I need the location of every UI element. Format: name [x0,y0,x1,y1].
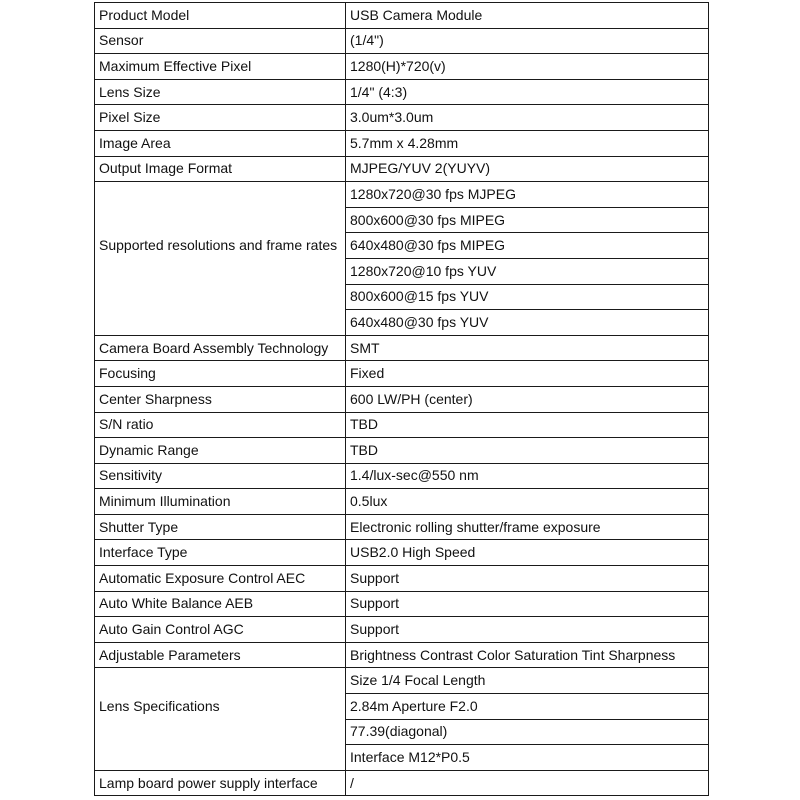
spec-value-s-n-ratio: TBD [346,412,709,438]
spec-value-dynamic-range: TBD [346,438,709,464]
spec-value-supported-resolutions-and-frame-rates-2: 800x600@30 fps MIPEG [346,207,709,233]
spec-row [95,540,709,566]
spec-value-lens-size: 1/4" (4:3) [346,79,709,105]
spec-label-spacer [95,719,346,745]
spec-label-spacer [95,182,346,208]
spec-subrow [95,182,709,208]
spec-label-spacer [95,284,346,310]
spec-label-lens-specifications: Lens Specifications [95,694,346,720]
spec-label-camera-board-assembly-technology: Camera Board Assembly Technology [95,335,346,361]
spec-row [95,361,709,387]
spec-row [95,770,709,796]
spec-row [95,591,709,617]
spec-row [95,28,709,54]
spec-value-camera-board-assembly-technology: SMT [346,335,709,361]
spec-value-supported-resolutions-and-frame-rates-6: 640x480@30 fps YUV [346,310,709,336]
spec-value-supported-resolutions-and-frame-rates-1: 1280x720@30 fps MJPEG [346,182,709,208]
spec-subrow [95,719,709,745]
spec-subrow [95,233,709,259]
spec-label-lens-size: Lens Size [95,79,346,105]
spec-subrow [95,207,709,233]
spec-value-pixel-size: 3.0um*3.0um [346,105,709,131]
spec-value-output-image-format: MJPEG/YUV 2(YUYV) [346,156,709,182]
spec-label-maximum-effective-pixel: Maximum Effective Pixel [95,54,346,80]
spec-value-automatic-exposure-control-aec: Support [346,566,709,592]
spec-label-spacer [95,258,346,284]
spec-value-lens-specifications-4: Interface M12*P0.5 [346,745,709,771]
spec-label-interface-type: Interface Type [95,540,346,566]
spec-subrow [95,284,709,310]
spec-label-shutter-type: Shutter Type [95,514,346,540]
spec-subrow [95,668,709,694]
spec-value-sensitivity: 1.4/lux-sec@550 nm [346,463,709,489]
spec-label-focusing: Focusing [95,361,346,387]
spec-value-sensor: (1/4") [346,28,709,54]
spec-row [95,489,709,515]
spec-label-output-image-format: Output Image Format [95,156,346,182]
spec-value-shutter-type: Electronic rolling shutter/frame exposure [346,514,709,540]
spec-label-image-area: Image Area [95,130,346,156]
spec-value-image-area: 5.7mm x 4.28mm [346,130,709,156]
spec-label-supported-resolutions-and-frame-rates: Supported resolutions and frame rates [95,233,346,259]
spec-value-minimum-illumination: 0.5lux [346,489,709,515]
spec-value-auto-gain-control-agc: Support [346,617,709,643]
spec-subrow [95,310,709,336]
spec-value-supported-resolutions-and-frame-rates-3: 640x480@30 fps MIPEG [346,233,709,259]
spec-subrow [95,258,709,284]
spec-row [95,3,709,29]
spec-value-maximum-effective-pixel: 1280(H)*720(v) [346,54,709,80]
spec-subrow [95,694,709,720]
spec-row [95,412,709,438]
spec-row [95,617,709,643]
spec-label-spacer [95,745,346,771]
spec-value-interface-type: USB2.0 High Speed [346,540,709,566]
spec-value-product-model: USB Camera Module [346,3,709,29]
spec-label-spacer [95,668,346,694]
spec-value-auto-white-balance-aeb: Support [346,591,709,617]
spec-label-center-sharpness: Center Sharpness [95,386,346,412]
spec-row [95,79,709,105]
spec-row [95,156,709,182]
spec-label-pixel-size: Pixel Size [95,105,346,131]
spec-row [95,54,709,80]
spec-label-s-n-ratio: S/N ratio [95,412,346,438]
spec-value-supported-resolutions-and-frame-rates-5: 800x600@15 fps YUV [346,284,709,310]
spec-row [95,130,709,156]
spec-subrow [95,745,709,771]
spec-row [95,438,709,464]
spec-row [95,566,709,592]
spec-label-sensitivity: Sensitivity [95,463,346,489]
spec-label-product-model: Product Model [95,3,346,29]
spec-table [94,2,709,796]
spec-label-minimum-illumination: Minimum Illumination [95,489,346,515]
spec-value-lamp-board-power-supply-interface: / [346,770,709,796]
spec-value-adjustable-parameters: Brightness Contrast Color Saturation Tint Sharpness [346,642,709,668]
spec-label-auto-gain-control-agc: Auto Gain Control AGC [95,617,346,643]
spec-label-spacer [95,310,346,336]
spec-table-body [95,3,709,796]
spec-row [95,335,709,361]
spec-row [95,386,709,412]
spec-value-focusing: Fixed [346,361,709,387]
spec-row [95,642,709,668]
spec-row [95,463,709,489]
spec-label-spacer [95,207,346,233]
spec-value-supported-resolutions-and-frame-rates-4: 1280x720@10 fps YUV [346,258,709,284]
spec-label-automatic-exposure-control-aec: Automatic Exposure Control AEC [95,566,346,592]
spec-label-auto-white-balance-aeb: Auto White Balance AEB [95,591,346,617]
spec-value-lens-specifications-3: 77.39(diagonal) [346,719,709,745]
spec-value-lens-specifications-1: Size 1/4 Focal Length [346,668,709,694]
spec-label-adjustable-parameters: Adjustable Parameters [95,642,346,668]
spec-label-sensor: Sensor [95,28,346,54]
spec-value-center-sharpness: 600 LW/PH (center) [346,386,709,412]
spec-value-lens-specifications-2: 2.84m Aperture F2.0 [346,694,709,720]
spec-label-dynamic-range: Dynamic Range [95,438,346,464]
spec-row [95,514,709,540]
spec-row [95,105,709,131]
spec-label-lamp-board-power-supply-interface: Lamp board power supply interface [95,770,346,796]
